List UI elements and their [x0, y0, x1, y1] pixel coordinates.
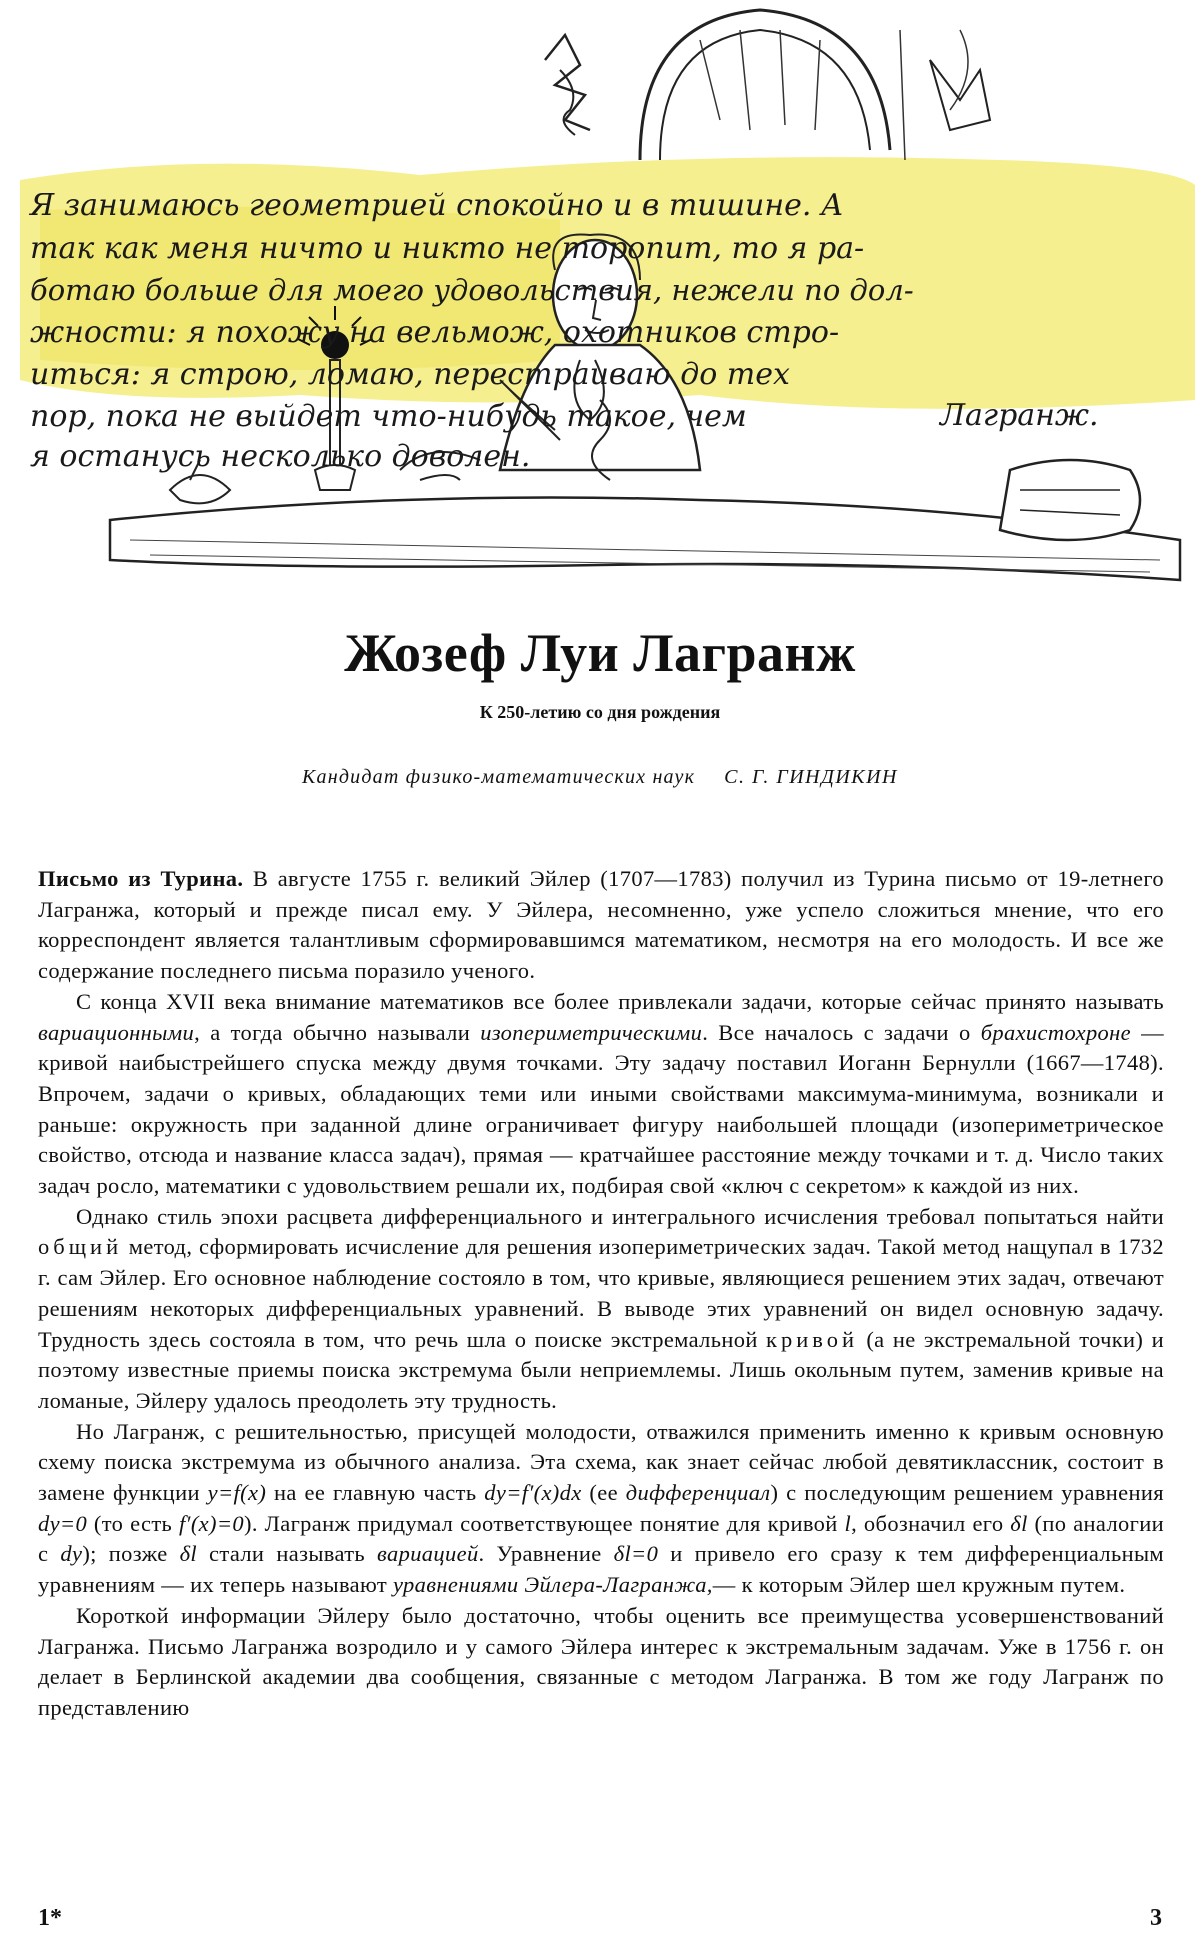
article-title: Жозеф Луи Лагранж — [344, 623, 856, 683]
author-affiliation: Кандидат физико-математических наук — [302, 766, 696, 788]
sketch-svg — [0, 0, 1200, 610]
paragraph-2: С конца XVII века внимание математиков все более привлекали задачи, которые сейчас принято называть вариационными, а тогда обычно называли изопериметрическими. Все началось с задачи о брахистохроне — кривой наибыстрейшего спуска между двумя точками. Эту задачу поставил Иоганн Бернулли (1667—1748). Впрочем, задачи о кривых, обладающих теми или иными свойствами максимума-минимума, возникали и раньше: окружность при заданной длине ограничивает фигуру наибольшей площади (изопериметрическое свойство, отсюда и название класса задач), прямая — кратчайшее расстояние между точками и т. д. Число таких задач росло, математики с удовольствием решали их, подбирая свой «ключ с секретом» к каждой из них. — [38, 988, 1164, 1199]
byline — [0, 766, 1200, 789]
letter-line-4: жности: я похожу на вельмож, охотников стро- — [30, 315, 840, 350]
letter-line-5: иться: я строю, ломаю, перестраиваю до тех — [30, 357, 790, 392]
letter-line-1: Я занимаюсь геометрией спокойно и в тишине. А — [30, 188, 844, 223]
letter-signature: Лагранж. — [940, 398, 1099, 433]
author-name: С. Г. ГИНДИКИН — [724, 766, 898, 788]
letter-line-2: так как меня ничто и никто не торопит, то я ра- — [30, 231, 865, 266]
signature-mark: 1* — [38, 1905, 62, 1931]
paragraph-1: Письмо из Турина. В августе 1755 г. великий Эйлер (1707—1783) получил из Турина письмо от 19-летнего Лагранжа, который и прежде писал ему. У Эйлера, несомненно, уже успело сложиться мнение, что его корреспондент является талантливым сформировавшимся математиком, несмотря на его молодость. И все же содержание последнего письма поразило ученого. — [38, 866, 1164, 984]
letter-illustration — [0, 0, 1200, 610]
paragraph-3: Однако стиль эпохи расцвета дифференциального и интегрального исчисления требовал попытаться найти общий метод, сформировать исчисление для решения изопериметрических задач. Такой метод нащупал в 1732 г. сам Эйлер. Его основное наблюдение состояло в том, что кривые, являющиеся решением этих задач, отвечают решениям некоторых дифференциальных уравнений. В выводе этих уравнений он видел основную задачу. Трудность здесь состояла в том, что речь шла о поиске экстремальной кривой (а не экстремальной точки) и поэтому известные приемы поиска экстремума были неприемлемы. Лишь окольным путем, заменив кривые на ломаные, Эйлеру удалось преодолеть эту трудность. — [38, 1203, 1164, 1413]
article-subtitle: К 250-летию со дня рождения — [479, 702, 721, 722]
left-scribble — [545, 35, 590, 130]
paragraph-4: Но Лагранж, с решительностью, присущей молодости, отважился применить именно к кривым основную схему поиска экстремума из обычного анализа. Эта схема, как знает сейчас любой девятиклассник, состоит в замене функции y=f(x) на ее главную часть dy=f′(x)dx (ее дифференциал) с последующим решением уравнения dy=0 (то есть f′(x)=0). Лагранж придумал соответствующее понятие для кривой l, обозначил его δl (по аналогии с dy); позже δl стали называть вариацией. Уравнение δl=0 и привело его сразу к тем дифференциальным уравнениям — их теперь называют уравнениями Эйлера-Лагранжа,— к которым Эйлер шел кружным путем. — [38, 1418, 1165, 1598]
books — [1000, 460, 1140, 540]
letter-line-7: я останусь несколько доволен. — [30, 439, 531, 474]
letter-line-6: пор, пока не выйдет что-нибудь такое, чем — [30, 399, 747, 434]
article-body — [38, 864, 1164, 1724]
letter-line-3: ботаю больше для моего удовольствия, нежели по дол- — [30, 273, 914, 307]
section-lead: Письмо из Турина. — [38, 866, 244, 891]
page-number: 3 — [1150, 1905, 1162, 1931]
paragraph-5: Короткой информации Эйлеру было достаточно, чтобы оценить все преимущества усовершенствований Лагранжа. Письмо Лагранжа возродило и у самого Эйлера интерес к экстремальным задачам. Уже в 1756 г. он делает в Берлинской академии два сообщения, связанные с методом Лагранжа. В том же году Лагранж по представлению — [38, 1602, 1164, 1720]
